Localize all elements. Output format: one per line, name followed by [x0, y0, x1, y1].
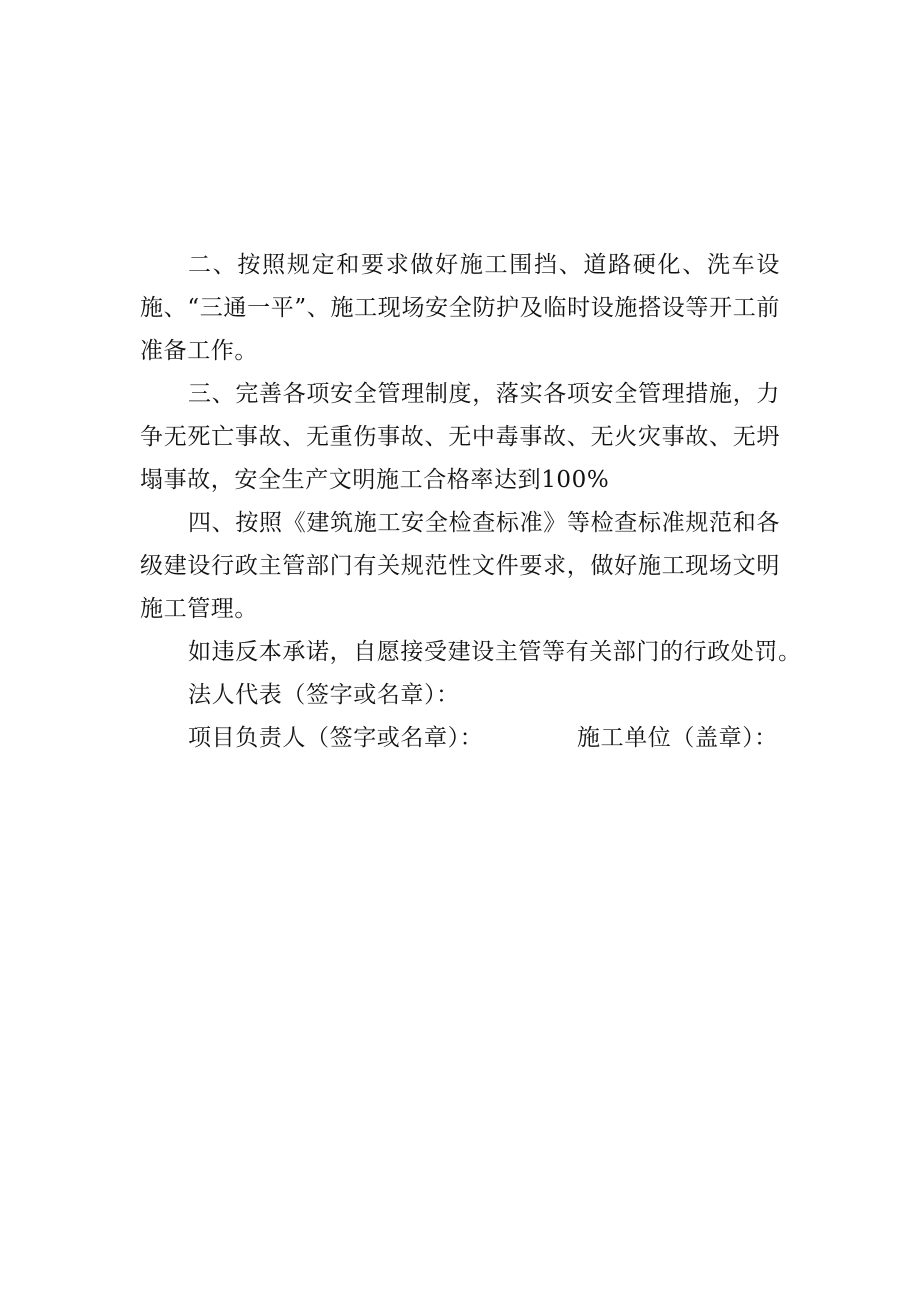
legal-representative-signature: 法人代表（签字或名章）： [188, 682, 460, 708]
project-manager-signature: 项目负责人（签字或名章）： [188, 725, 484, 751]
document-body [140, 244, 802, 760]
paragraph-item-4: 四、按照《建筑施工安全检查标准》等检查标准规范和各级建设行政主管部门有关规范性文件要求，做好施工现场文明施工管理。 [140, 510, 780, 622]
paragraph-item-3: 三、完善各项安全管理制度，落实各项安全管理措施，力争无死亡事故、无重伤事故、无中毒事故、无火灾事故、无坍塌事故，安全生产文明施工合格率达到100% [140, 381, 780, 493]
construction-unit-seal: 施工单位（盖章）： [577, 725, 778, 751]
pledge-statement: 如违反本承诺，自愿接受建设主管等有关部门的行政处罚。 [188, 639, 802, 665]
signature-row [140, 717, 780, 760]
paragraph-item-2: 二、按照规定和要求做好施工围挡、道路硬化、洗车设施、“三通一平”、施工现场安全防护及临时设施搭设等开工前准备工作。 [140, 252, 780, 364]
